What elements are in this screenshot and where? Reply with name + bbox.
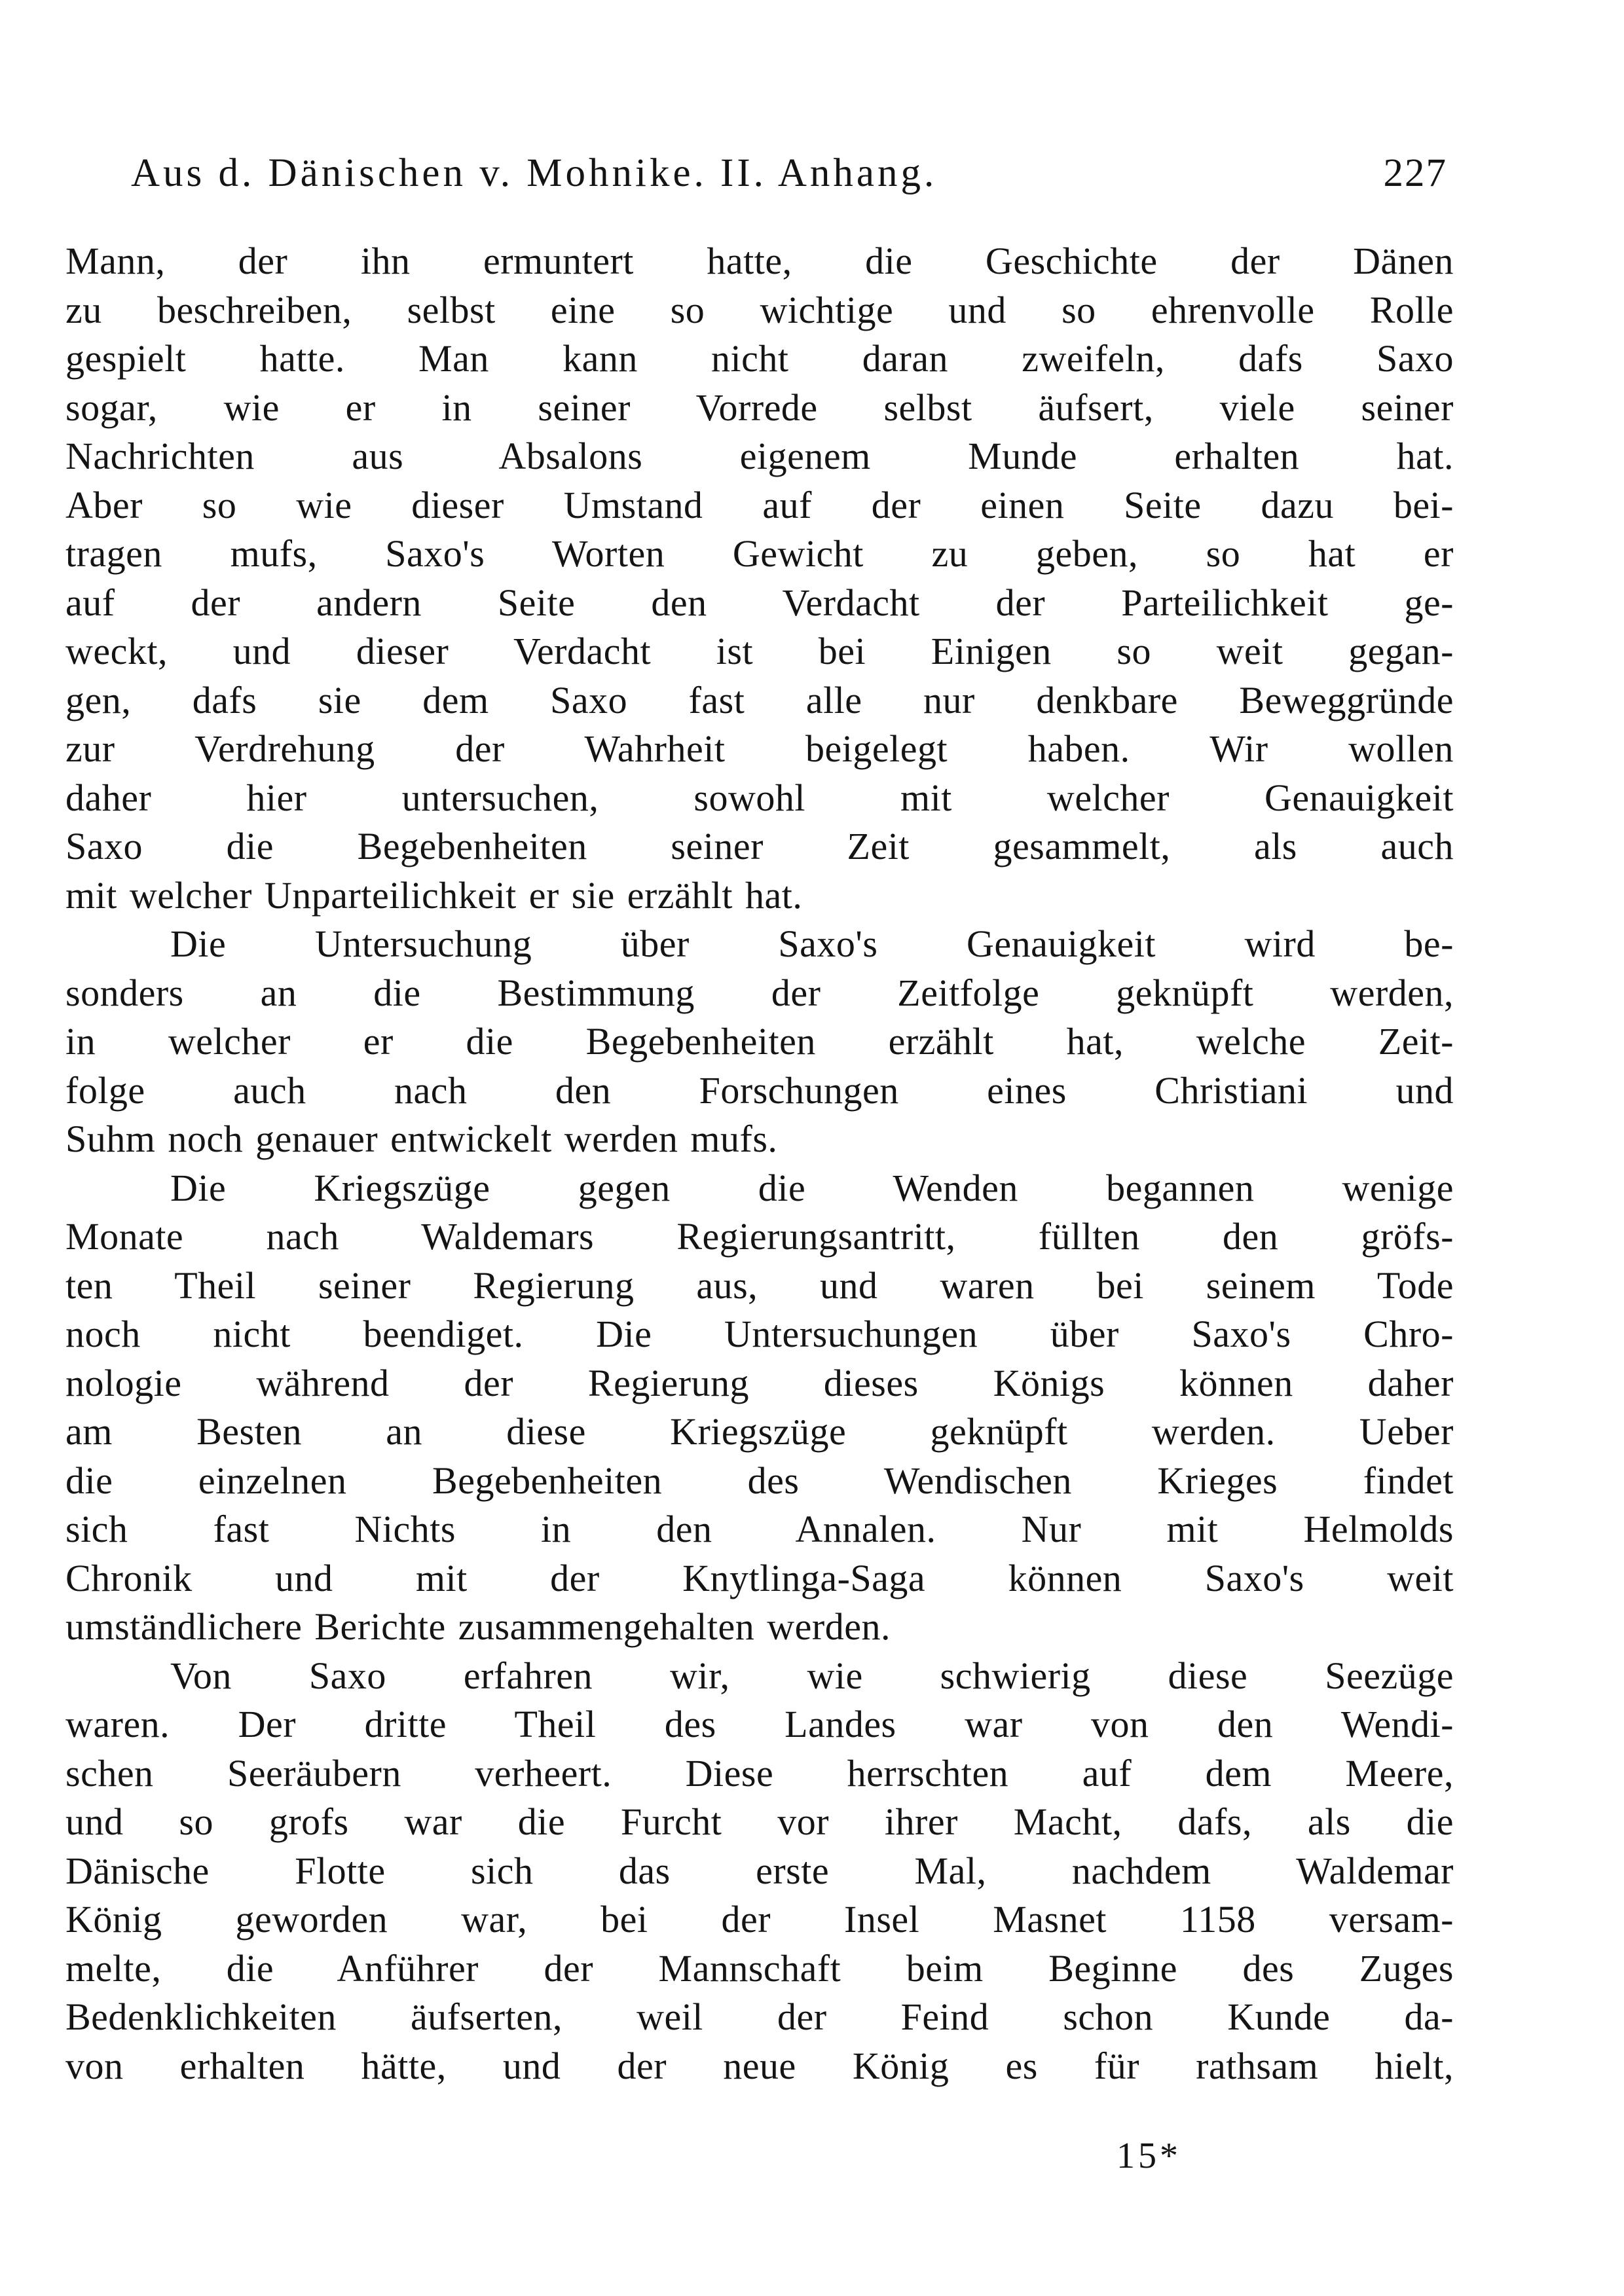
text-line: sonders an die Bestimmung der Zeitfolge geknüpft werden, bbox=[65, 971, 1454, 1014]
paragraph bbox=[65, 1164, 1454, 1652]
text-line: melte, die Anführer der Mannschaft beim Beginne des Zuges bbox=[65, 1946, 1454, 1990]
text-line: waren. Der dritte Theil des Landes war von den Wendi- bbox=[65, 1703, 1454, 1745]
text-line: Aber so wie dieser Umstand auf der einen Seite dazu bei- bbox=[65, 483, 1454, 526]
text-line: zur Verdrehung der Wahrheit beigelegt haben. Wir wollen bbox=[65, 727, 1454, 770]
text-line: Dänische Flotte sich das erste Mal, nachdem Waldemar bbox=[65, 1849, 1454, 1892]
signature-mark: 15* bbox=[1116, 2136, 1181, 2176]
text-line: gespielt hatte. Man kann nicht daran zweifeln, dafs Saxo bbox=[65, 337, 1454, 380]
text-line: Nachrichten aus Absalons eigenem Munde erhalten hat. bbox=[65, 435, 1454, 477]
paragraph bbox=[65, 1652, 1454, 2091]
text-line: auf der andern Seite den Verdacht der Parteilichkeit ge- bbox=[65, 581, 1454, 624]
text-line: Bedenklichkeiten äufserten, weil der Feind schon Kunde da- bbox=[65, 1995, 1454, 2038]
text-line: zu beschreiben, selbst eine so wichtige und so ehrenvolle Rolle bbox=[65, 288, 1454, 331]
text-line: und so grofs war die Furcht vor ihrer Macht, dafs, als die bbox=[65, 1800, 1454, 1843]
text-line: die einzelnen Begebenheiten des Wendischen Krieges findet bbox=[65, 1459, 1454, 1502]
text-line: sogar, wie er in seiner Vorrede selbst äufsert, viele seiner bbox=[65, 386, 1454, 429]
text-line: folge auch nach den Forschungen eines Christiani und bbox=[65, 1068, 1454, 1112]
text-line: gen, dafs sie dem Saxo fast alle nur denkbare Beweggründe bbox=[65, 678, 1454, 721]
text-line: Die Untersuchung über Saxo's Genauigkeit wird be- bbox=[170, 922, 1454, 965]
body-text bbox=[65, 237, 1454, 2090]
running-title: Aus d. Dänischen v. Mohnike. II. Anhang. bbox=[131, 151, 938, 195]
text-line: Chronik und mit der Knytlinga-Saga können Saxo's weit bbox=[65, 1556, 1454, 1599]
text-line: in welcher er die Begebenheiten erzählt hat, welche Zeit- bbox=[65, 1020, 1454, 1063]
running-head bbox=[131, 147, 1447, 200]
text-line: nologie während der Regierung dieses Königs können daher bbox=[65, 1361, 1454, 1404]
paragraph bbox=[65, 920, 1454, 1164]
paragraph bbox=[65, 237, 1454, 920]
text-line: weckt, und dieser Verdacht ist bei Einigen so weit gegan- bbox=[65, 630, 1454, 672]
text-line: ten Theil seiner Regierung aus, und waren bei seinem Tode bbox=[65, 1264, 1454, 1307]
text-line: Saxo die Begebenheiten seiner Zeit gesammelt, als auch bbox=[65, 825, 1454, 867]
text-line: Die Kriegszüge gegen die Wenden begannen wenige bbox=[170, 1166, 1454, 1209]
text-line: noch nicht beendiget. Die Untersuchungen über Saxo's Chro- bbox=[65, 1313, 1454, 1355]
text-line: von erhalten hätte, und der neue König es für rathsam hielt, bbox=[65, 2044, 1454, 2087]
text-line: König geworden war, bei der Insel Masnet 1158 versam- bbox=[65, 1898, 1454, 1941]
page-number: 227 bbox=[1383, 151, 1447, 195]
text-line: umständlichere Berichte zusammengehalten werden. bbox=[65, 1605, 891, 1648]
text-line: Von Saxo erfahren wir, wie schwierig diese Seezüge bbox=[170, 1654, 1454, 1697]
text-line: Suhm noch genauer entwickelt werden mufs. bbox=[65, 1118, 778, 1160]
text-line: am Besten an diese Kriegszüge geknüpft werden. Ueber bbox=[65, 1410, 1454, 1453]
text-line: Mann, der ihn ermuntert hatte, die Geschichte der Dänen bbox=[65, 240, 1454, 282]
text-line: schen Seeräubern verheert. Diese herrschten auf dem Meere, bbox=[65, 1751, 1454, 1795]
text-line: Monate nach Waldemars Regierungsantritt, füllten den gröfs- bbox=[65, 1215, 1454, 1258]
text-line: mit welcher Unparteilichkeit er sie erzählt hat. bbox=[65, 873, 803, 917]
text-line: sich fast Nichts in den Annalen. Nur mit Helmolds bbox=[65, 1508, 1454, 1550]
text-line: daher hier untersuchen, sowohl mit welcher Genauigkeit bbox=[65, 776, 1454, 819]
text-line: tragen mufs, Saxo's Worten Gewicht zu geben, so hat er bbox=[65, 532, 1454, 575]
